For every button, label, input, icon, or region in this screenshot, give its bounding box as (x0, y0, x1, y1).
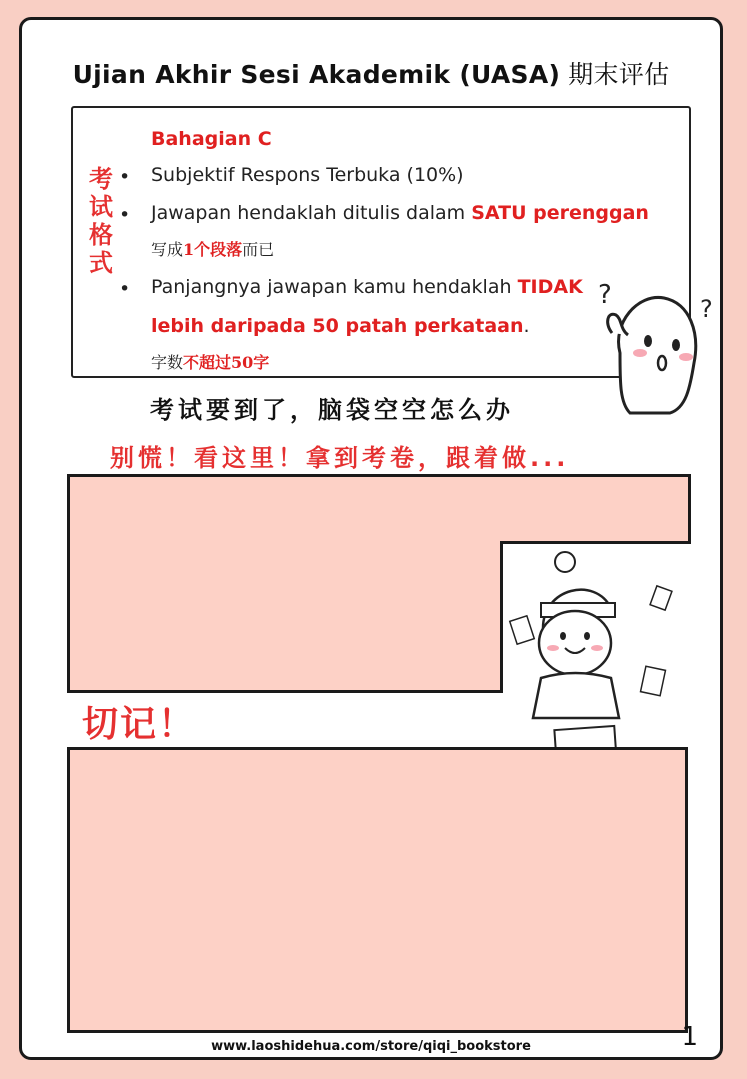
worksheet-page (19, 17, 723, 1060)
exam-format-vertical-label (86, 165, 116, 277)
format-cn-line-3: 字数不超过50字 (151, 353, 270, 372)
format-line-1: Subjektif Respons Terbuka (10%) (151, 164, 464, 186)
bullet-dot: • (119, 166, 131, 188)
footer-url: www.laoshidehua.com/store/qiqi_bookstore (211, 1039, 531, 1054)
section-title: Bahagian C (151, 128, 272, 150)
answer-box-top-lower (67, 541, 503, 693)
vertical-char: 式 (89, 248, 113, 277)
confused-character-illustration (590, 263, 720, 423)
bullet-dot: • (119, 278, 131, 300)
answer-box-bottom (67, 747, 688, 1033)
title-cn: 期末评估 (568, 60, 670, 89)
format-line-2: Jawapan hendaklah ditulis dalam SATU perenggan (151, 202, 649, 224)
page-number: 1 (681, 1022, 698, 1052)
vertical-char: 试 (89, 192, 113, 221)
svg-text:?: ? (700, 295, 713, 323)
answer-box-top-upper (67, 474, 691, 544)
vertical-char: 格 (89, 220, 113, 249)
bullet-dot: • (119, 204, 131, 226)
slogan-question: 考试要到了，脑袋空空怎么办 (150, 396, 514, 424)
svg-text:?: ? (598, 280, 612, 310)
page-title (22, 55, 720, 91)
vertical-char: 考 (89, 164, 113, 193)
box-step-line (500, 541, 691, 544)
title-main: Ujian Akhir Sesi Akademik (UASA) (72, 60, 561, 89)
reminder-heading: 切记！ (82, 704, 197, 745)
format-cn-line-2: 写成1个段落而已 (151, 240, 275, 259)
happy-student-illustration (503, 548, 693, 748)
format-line-4: lebih daripada 50 patah perkataan. (151, 315, 530, 337)
format-line-3: Panjangnya jawapan kamu hendaklah TIDAK (151, 276, 583, 298)
slogan-answer: 别慌！看这里！拿到考卷，跟着做... (110, 444, 570, 472)
